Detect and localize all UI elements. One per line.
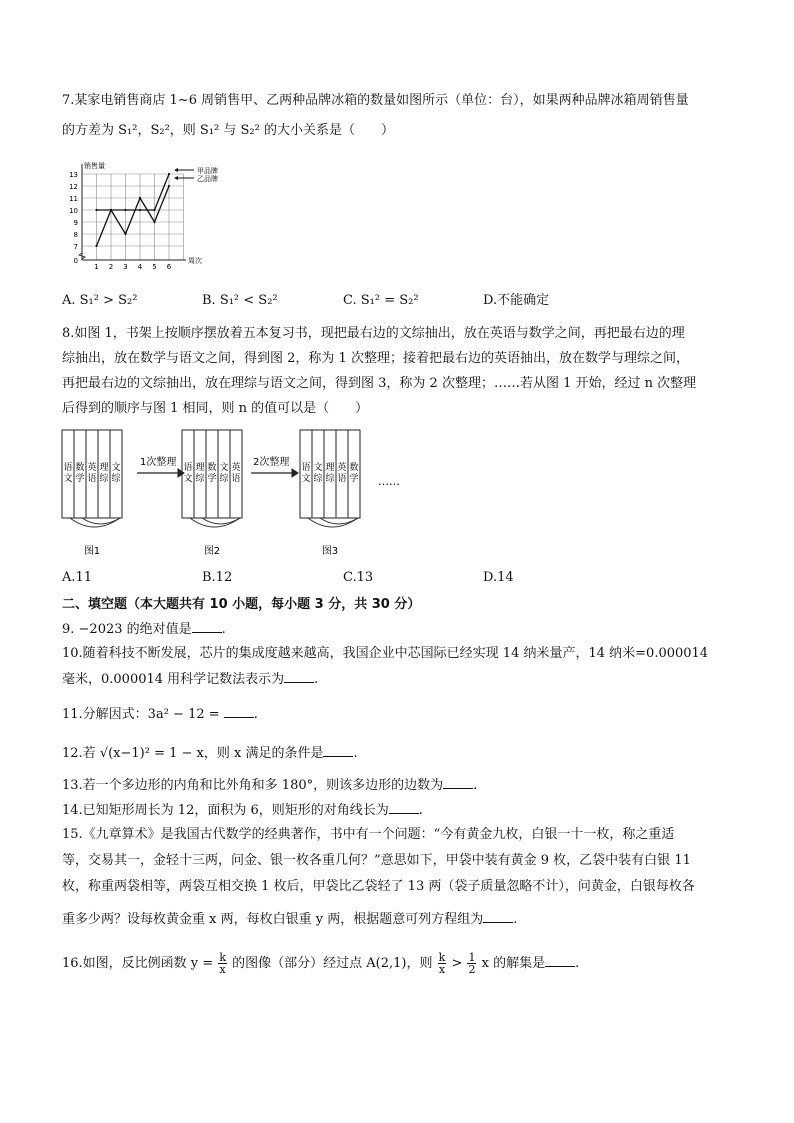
q10-answer-blank[interactable]: [284, 670, 314, 683]
legend-label: 乙品牌: [197, 175, 218, 183]
q7-option-d[interactable]: D.不能确定: [483, 293, 550, 308]
figure-caption: 图2: [203, 546, 221, 557]
chart-axes: [79, 164, 186, 260]
book-label-char: 语: [63, 463, 73, 473]
book-label-char: 语: [87, 474, 97, 484]
move-curve: [202, 518, 240, 524]
y-tick-label: 11: [69, 195, 78, 203]
q15-line1: 15.《九章算术》是我国古代数学的经典著作，书中有一个问题：“今有黄金九枚，白银一十一枚，称之重适: [62, 827, 675, 842]
x-tick-label: 1: [94, 263, 99, 271]
q8-line4: 后得到的顺序与图 1 相同，则 n 的值可以是（ ）: [62, 401, 369, 416]
series-2-point: [95, 245, 97, 247]
q15-answer-blank[interactable]: [483, 910, 513, 923]
move-curve: [70, 518, 120, 527]
q12-radical-expression: √(x−1)² = 1 − x: [99, 746, 204, 761]
q12: 12.若 √(x−1)² = 1 − x，则 x 满足的条件是 .: [62, 746, 358, 761]
book-label-char: 理: [99, 463, 109, 473]
book-label-char: 数: [75, 463, 85, 473]
arrow-2: [251, 469, 298, 477]
continuation-dots: ……: [378, 475, 400, 488]
series-2-point: [110, 209, 112, 211]
series-2-point: [168, 185, 170, 187]
book-label-char: 文: [63, 474, 73, 484]
arrow-1-label: 1次整理: [140, 457, 177, 468]
book-label-char: 理: [325, 463, 335, 473]
series-2-point: [139, 197, 141, 199]
q11: 11.分解因式：3a² − 12 = .: [62, 707, 258, 722]
series-line-2: [97, 186, 170, 246]
q8-option-c[interactable]: C.13: [343, 570, 374, 585]
q11-answer-blank[interactable]: [224, 705, 254, 718]
figure-1: [62, 430, 122, 557]
move-curve: [82, 518, 120, 524]
q16-fraction-k-over-x-2: $\frac{k}{x}$: [438, 951, 446, 976]
q7-line2: 的方差为 S₁²，S₂²，则 S₁² 与 S₂² 的大小关系是（ ）: [62, 123, 394, 138]
book-label-char: 文: [219, 463, 229, 473]
book-label-char: 数: [207, 463, 217, 473]
series-1-point: [168, 173, 170, 175]
book-label-char: 综: [99, 474, 109, 484]
x-axis-label: 周次: [188, 257, 202, 265]
x-tick-label: 5: [152, 263, 157, 271]
figure-caption: 图1: [83, 546, 101, 557]
legend-arrow: [174, 168, 178, 172]
book-label-char: 学: [349, 474, 359, 484]
book-label-char: 语: [183, 463, 193, 473]
q8-option-d[interactable]: D.14: [483, 570, 514, 585]
q16-answer-blank[interactable]: [545, 954, 575, 967]
figure-2: [182, 430, 242, 557]
book-label-char: 学: [207, 474, 217, 484]
q16-fraction-k-over-x: $\frac{k}{x}$: [219, 951, 226, 976]
book-label-char: 学: [75, 474, 85, 484]
series-1-point: [95, 209, 97, 211]
book-label-char: 语: [301, 463, 311, 473]
q12-answer-blank[interactable]: [323, 744, 353, 757]
move-curve: [308, 518, 358, 527]
book-label-char: 语: [337, 474, 347, 484]
q7-line1: 7.某家电销售商店 1~6 周销售甲、乙两种品牌冰箱的数量如图所示（单位：台），如果两种品牌冰箱周销售量: [62, 93, 689, 108]
x-tick-label: 6: [166, 263, 172, 271]
q13-answer-blank[interactable]: [443, 776, 473, 789]
y-tick-label: 9: [73, 219, 78, 227]
y-tick-label: 7: [73, 243, 78, 251]
q8-line3: 再把最右边的文综抽出，放在理综与语文之间，得到图 3，称为 2 次整理；……若从图 1 开始，经过 n 次整理: [62, 376, 697, 391]
q7-option-b[interactable]: B. S₁² < S₂²: [202, 293, 278, 308]
move-curve: [320, 518, 358, 524]
book-label-char: 综: [111, 474, 121, 484]
series-1-point: [139, 209, 141, 211]
y-tick-label: 10: [69, 207, 78, 215]
q10-line2: 毫米，0.000014 用科学记数法表示为 .: [62, 672, 319, 687]
chart-labels: [69, 161, 218, 271]
book-label-char: 文: [313, 463, 323, 473]
x-tick-label: 3: [123, 263, 128, 271]
arrow-1: [137, 469, 184, 477]
x-tick-label: 2: [108, 263, 114, 271]
q7-line-chart: [58, 160, 233, 272]
q16-fraction-one-half: $\frac{1}{2}$: [468, 951, 476, 976]
section-2-title: 二、填空题（本大题共有 10 小题，每小题 3 分，共 30 分）: [62, 597, 421, 612]
q10-line1: 10.随着科技不断发展，芯片的集成度越来越高，我国企业中芯国际已经实现 14 纳米量产，14 纳米=0.000014: [62, 646, 709, 661]
y-axis-label: 销售量: [84, 162, 105, 170]
q8-line1: 8.如图 1，书架上按顺序摆放着五本复习书，现把最右边的文综抽出，放在英语与数学之间，再把最右边的理: [62, 326, 685, 341]
books-group: [62, 430, 360, 557]
q8-option-a[interactable]: A.11: [62, 570, 93, 585]
x-tick-label: 4: [137, 263, 143, 271]
book-label-char: 英: [337, 463, 347, 473]
q9-answer-blank[interactable]: [192, 620, 222, 633]
legend-arrow: [174, 176, 178, 180]
q14: 14.已知矩形周长为 12，面积为 6，则矩形的对角线长为 .: [62, 803, 423, 818]
book-label-char: 文: [183, 474, 193, 484]
q7-option-a[interactable]: A. S₁² > S₂²: [62, 293, 138, 308]
series-1-point: [124, 209, 126, 211]
series-1-point: [153, 209, 155, 211]
series-2-point: [124, 233, 126, 235]
book-label-char: 综: [219, 474, 229, 484]
q8-line2: 综抽出，放在数学与语文之间，得到图 2，称为 1 次整理；接着把最右边的英语抽出，放在数学与理综之间，: [62, 351, 689, 366]
q9: 9. −2023 的绝对值是 .: [62, 622, 226, 637]
book-label-char: 文: [111, 463, 121, 473]
y-tick-label: 8: [73, 231, 78, 239]
move-curve: [190, 518, 240, 527]
q7-option-c[interactable]: C. S₁² = S₂²: [343, 293, 419, 308]
q8-option-b[interactable]: B.12: [202, 570, 233, 585]
book-label-char: 综: [195, 474, 205, 484]
figure-3: [300, 430, 360, 557]
book-label-char: 综: [313, 474, 323, 484]
series-line-1: [97, 174, 170, 210]
q15-line4: 重多少两？设每枚黄金重 x 两，每枚白银重 y 两，根据题意可列方程组为 .: [62, 912, 518, 927]
book-label-char: 语: [231, 474, 241, 484]
q14-answer-blank[interactable]: [389, 801, 419, 814]
book-label-char: 数: [349, 463, 359, 473]
book-label-char: 文: [301, 474, 311, 484]
y-tick-label: 0: [73, 257, 78, 265]
book-label-char: 综: [325, 474, 335, 484]
book-label-char: 英: [87, 463, 97, 473]
series-2-point: [153, 221, 155, 223]
q15-line3: 枚，称重两袋相等，两袋互相交换 1 枚后，甲袋比乙袋轻了 13 两（袋子质量忽略不计），问黄金，白银每枚各: [62, 879, 695, 894]
arrow-2-label: 2次整理: [253, 457, 290, 468]
book-label-char: 英: [231, 463, 241, 473]
q16: 16.如图，反比例函数 y = $\frac{k}{x}$ 的图像（部分）经过点 A(2,1)，则 $\frac{k}{x}$ > $\frac{1}{2}$ x 的解集是 .: [62, 951, 580, 976]
y-tick-label: 13: [69, 171, 78, 179]
y-tick-label: 12: [69, 183, 78, 191]
q13: 13.若一个多边形的内角和比外角和多 180°，则该多边形的边数为 .: [62, 778, 478, 793]
book-label-char: 理: [195, 463, 205, 473]
q15-line2: 等，交易其一，金轻十三两，问金、银一枚各重几何？”意思如下，甲袋中装有黄金 9 枚，乙袋中装有白银 11: [62, 853, 691, 868]
q8-bookshelf-figures: [60, 425, 420, 565]
figure-caption: 图3: [321, 546, 339, 557]
legend-label: 甲品牌: [197, 167, 218, 175]
chart-series: [95, 173, 170, 247]
